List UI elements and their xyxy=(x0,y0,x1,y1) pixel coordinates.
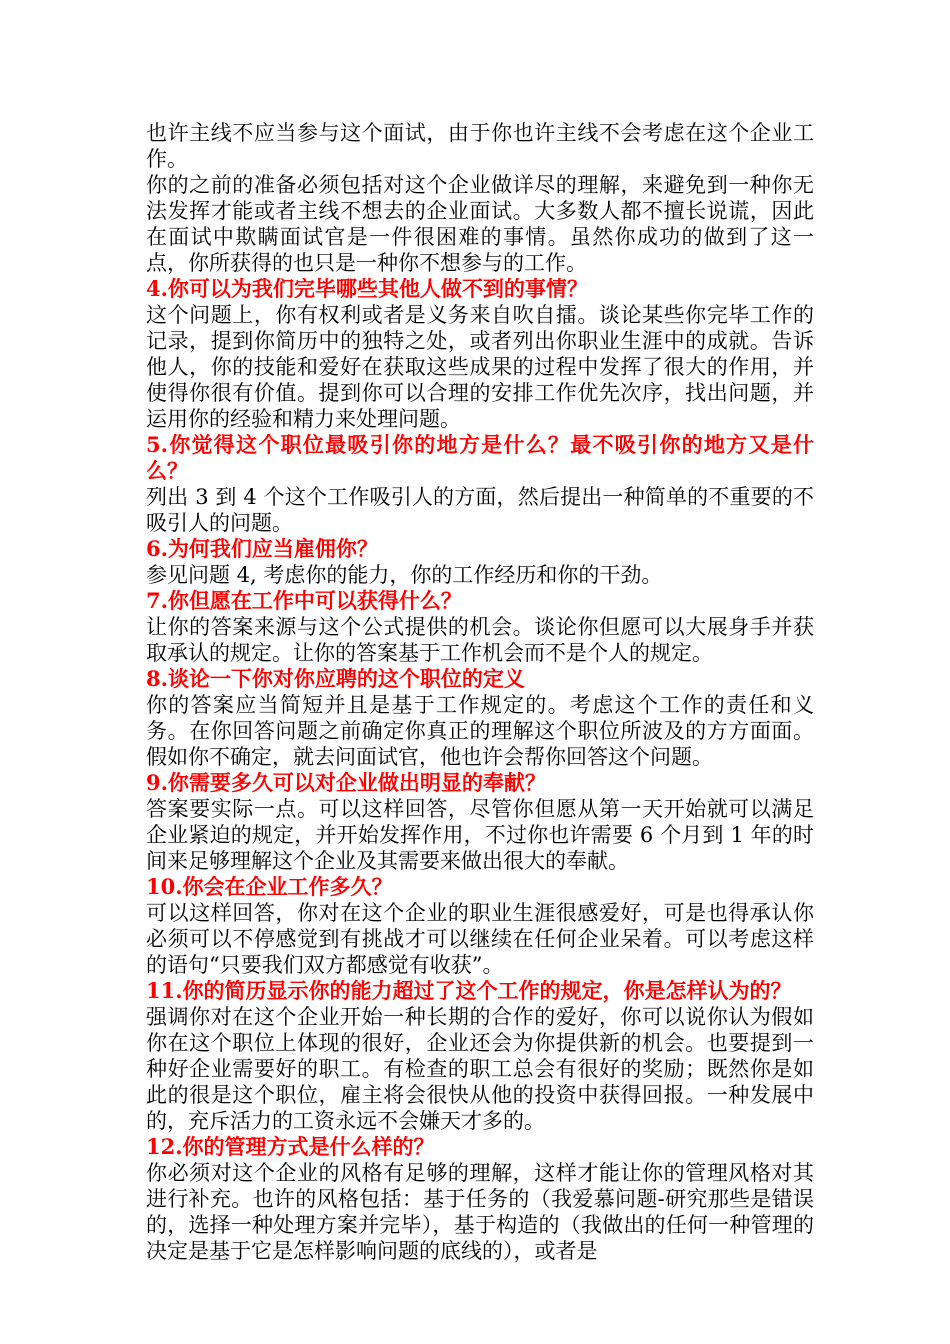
paragraph: 让你的答案来源与这个公式提供的机会。谈论你但愿可以大展身手并获取承认的规定。让你的答案基于工作机会而不是个人的规定。 xyxy=(146,615,814,665)
paragraph: 你必须对这个企业的风格有足够的理解，这样才能让你的管理风格对其进行补充。也许的风格包括：基于任务的（我爱慕问题-研究那些是错误的，选择一种处理方案并完毕），基于构造的（我做出的任何一种管理的决定是基于它是怎样影响问题的底线的），或者是 xyxy=(146,1161,814,1263)
question-heading: 5.你觉得这个职位最吸引你的地方是什么？最不吸引你的地方又是什么？ xyxy=(146,432,814,483)
question-heading: 4.你可以为我们完毕哪些其他人做不到的事情？ xyxy=(146,276,588,301)
question-heading: 7.你但愿在工作中可以获得什么？ xyxy=(146,588,462,613)
question-heading: 6.为何我们应当雇佣你？ xyxy=(146,536,378,561)
question-heading: 10.你会在企业工作多久？ xyxy=(146,874,393,899)
paragraph: 参见问题 4, 考虑你的能力，你的工作经历和你的干劲。 xyxy=(146,563,663,587)
question-heading: 12.你的管理方式是什么样的？ xyxy=(146,1134,435,1159)
paragraph: 你的答案应当简短并且是基于工作规定的。考虑这个工作的责任和义务。在你回答问题之前确定你真正的理解这个职位所波及的方方面面。假如你不确定，就去问面试官，他也许会帮你回答这个问题。 xyxy=(146,693,814,769)
question-heading: 8.谈论一下你对你应聘的这个职位的定义 xyxy=(146,666,525,691)
paragraph: 强调你对在这个企业开始一种长期的合作的爱好，你可以说你认为假如你在这个职位上体现的很好，企业还会为你提供新的机会。也要提到一种好企业需要好的职工。有检查的职工总会有很好的奖励；既然你是如此的很是这个职位，雇主将会很快从他的投资中获得回报。一种发展中的，充斥活力的工资永远不会嫌天才多的。 xyxy=(146,1005,814,1133)
paragraph: 列出 3 到 4 个这个工作吸引人的方面，然后提出一种简单的不重要的不吸引人的问题。 xyxy=(146,485,814,535)
paragraph: 答案要实际一点。可以这样回答，尽管你但愿从第一天开始就可以满足企业紧迫的规定，并开始发挥作用，不过你也许需要 6 个月到 1 年的时间来足够理解这个企业及其需要来做出很大的奉献。 xyxy=(146,797,814,873)
document-page xyxy=(146,120,814,1264)
question-heading: 9.你需要多久可以对企业做出明显的奉献？ xyxy=(146,770,546,795)
paragraph: 这个问题上，你有权利或者是义务来自吹自擂。谈论某些你完毕工作的记录，提到你简历中的独特之处，或者列出你职业生涯中的成就。告诉他人，你的技能和爱好在获取这些成果的过程中发挥了很大的作用，并使得你很有价值。提到你可以合理的安排工作优先次序，找出问题，并运用你的经验和精力来处理问题。 xyxy=(146,303,814,431)
paragraph: 可以这样回答，你对在这个企业的职业生涯很感爱好，可是也得承认你必须可以不停感觉到有挑战才可以继续在任何企业呆着。可以考虑这样的语句“只要我们双方都感觉有收获”。 xyxy=(146,901,814,977)
question-heading: 11.你的简历显示你的能力超过了这个工作的规定，你是怎样认为的？ xyxy=(146,978,792,1003)
paragraph: 你的之前的准备必须包括对这个企业做详尽的理解，来避免到一种你无法发挥才能或者主线不想去的企业面试。大多数人都不擅长说谎，因此在面试中欺瞒面试官是一件很困难的事情。虽然你成功的做到了这一点，你所获得的也只是一种你不想参与的工作。 xyxy=(146,173,814,275)
paragraph: 也许主线不应当参与这个面试，由于你也许主线不会考虑在这个企业工作。 xyxy=(146,121,814,171)
